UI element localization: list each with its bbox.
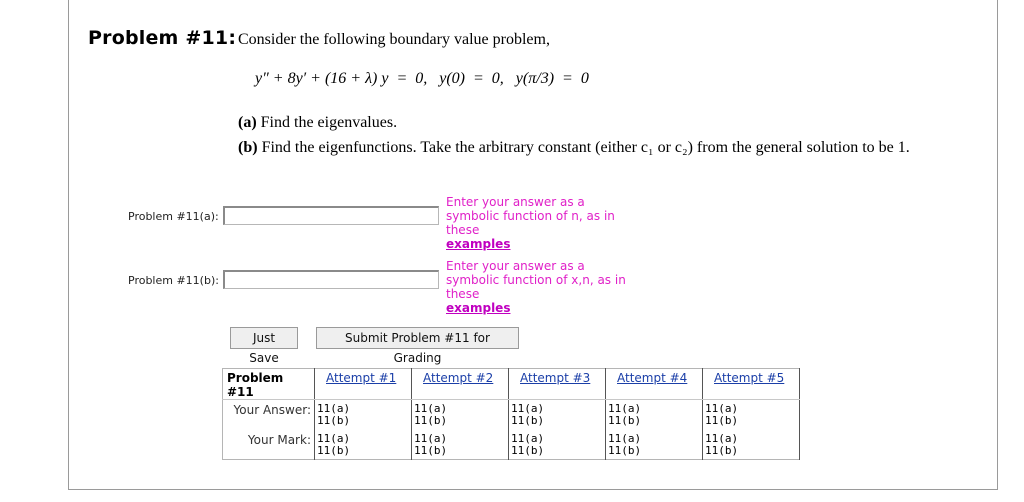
part-a-label: (a): [238, 114, 257, 131]
submit-grading-button[interactable]: Submit Problem #11 for Grading: [316, 327, 519, 349]
cell-part-b: 11(b): [414, 444, 448, 457]
attempt-2-header: [412, 369, 509, 400]
part-b-label: (b): [238, 139, 258, 156]
cell-part-a: 11(a): [705, 402, 739, 415]
mark-cell: [412, 433, 509, 460]
attempts-header-row: [223, 369, 800, 400]
part-a-text: Find the eigenvalues.: [260, 114, 398, 131]
cell-part-b: 11(b): [705, 414, 739, 427]
cell-part-a: 11(a): [705, 432, 739, 445]
attempts-table: [222, 368, 800, 460]
attempt-2-link[interactable]: Attempt #2: [423, 371, 494, 385]
your-mark-label: Your Mark:: [223, 433, 315, 460]
answer-a-hint: [446, 195, 636, 251]
answer-b-input[interactable]: [223, 270, 439, 289]
cell-part-b: 11(b): [705, 444, 739, 457]
cell-part-b: 11(b): [317, 414, 351, 427]
attempt-3-header: [509, 369, 606, 400]
answer-cell: [606, 400, 703, 434]
cell-part-b: 11(b): [317, 444, 351, 457]
your-answer-row: [223, 400, 800, 434]
attempt-4-header: [606, 369, 703, 400]
answer-a-hint-text: Enter your answer as a symbolic function of n, as in these: [446, 195, 615, 237]
problem-title: Problem #11:: [88, 27, 237, 49]
your-answer-label: Your Answer:: [223, 400, 315, 434]
cell-part-a: 11(a): [317, 432, 351, 445]
answer-cell: [315, 400, 412, 434]
answer-cell: [703, 400, 800, 434]
answer-b-hint: [446, 259, 636, 315]
cell-part-a: 11(a): [608, 402, 642, 415]
cell-part-a: 11(a): [414, 402, 448, 415]
cell-part-b: 11(b): [608, 414, 642, 427]
cell-part-b: 11(b): [511, 444, 545, 457]
attempt-3-link[interactable]: Attempt #3: [520, 371, 591, 385]
mark-cell: [606, 433, 703, 460]
cell-part-a: 11(a): [608, 432, 642, 445]
cell-part-b: 11(b): [608, 444, 642, 457]
cell-part-a: 11(a): [414, 432, 448, 445]
part-b-statement: [238, 139, 910, 157]
attempt-1-header: [315, 369, 412, 400]
part-a-statement: [238, 114, 397, 132]
cell-part-b: 11(b): [511, 414, 545, 427]
part-b-text: Find the eigenfunctions. Take the arbitrary constant (either c₁ or c₂) from the general solution to be 1.: [261, 139, 910, 156]
answer-b-hint-text: Enter your answer as a symbolic function of x,n, as in these: [446, 259, 626, 301]
problem-intro: Consider the following boundary value problem,: [238, 31, 550, 48]
problem-equation: y″ + 8y′ + (16 + λ) y = 0, y(0) = 0, y(π/3) = 0: [255, 70, 589, 87]
answer-cell: [412, 400, 509, 434]
attempt-1-link[interactable]: Attempt #1: [326, 371, 397, 385]
attempt-5-link[interactable]: Attempt #5: [714, 371, 785, 385]
cell-part-a: 11(a): [511, 432, 545, 445]
attempt-4-link[interactable]: Attempt #4: [617, 371, 688, 385]
your-mark-row: [223, 433, 800, 460]
answer-a-examples-link[interactable]: examples: [446, 237, 511, 251]
answer-a-label: Problem #11(a):: [128, 210, 219, 223]
cell-part-a: 11(a): [317, 402, 351, 415]
mark-cell: [509, 433, 606, 460]
mark-cell: [703, 433, 800, 460]
attempt-5-header: [703, 369, 800, 400]
cell-part-a: 11(a): [511, 402, 545, 415]
answer-cell: [509, 400, 606, 434]
answer-b-examples-link[interactable]: examples: [446, 301, 511, 315]
answer-a-input[interactable]: [223, 206, 439, 225]
cell-part-b: 11(b): [414, 414, 448, 427]
just-save-button[interactable]: Just Save: [230, 327, 298, 349]
attempts-table-title: Problem #11: [223, 369, 315, 400]
answer-b-label: Problem #11(b):: [128, 274, 219, 287]
mark-cell: [315, 433, 412, 460]
